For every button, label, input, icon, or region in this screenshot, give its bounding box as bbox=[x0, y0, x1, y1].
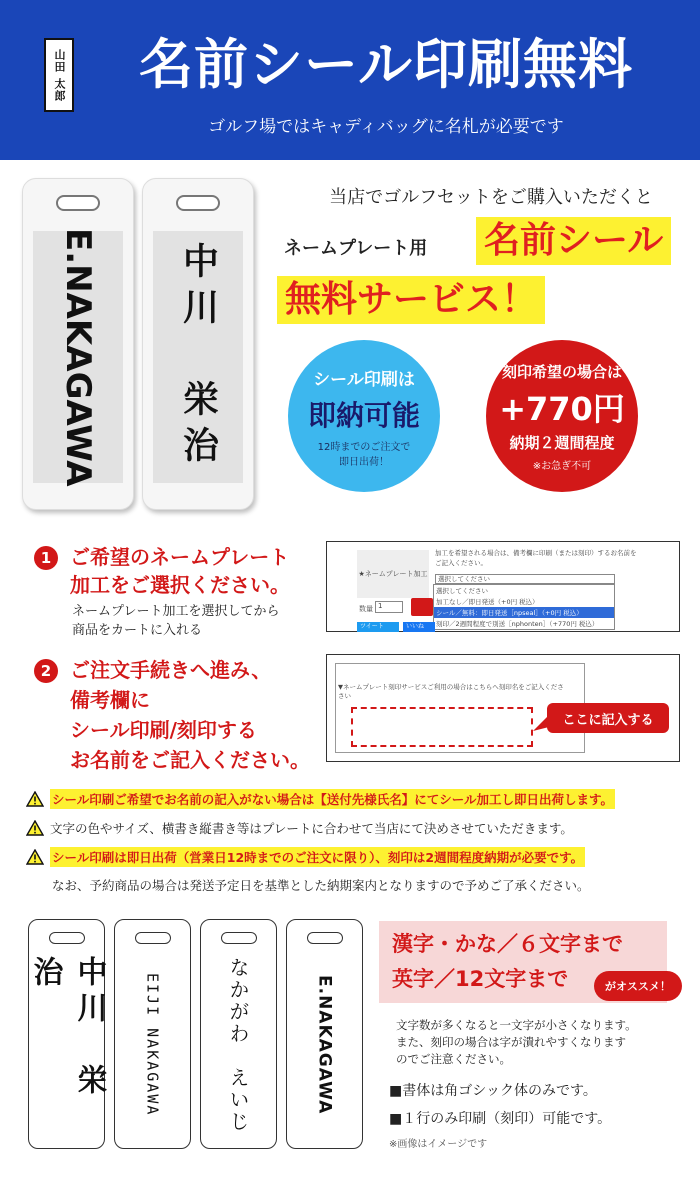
step-title-line: シール印刷/刻印する bbox=[70, 718, 257, 742]
recommend-badge: がオススメ！ bbox=[594, 971, 682, 1001]
plate-hole bbox=[176, 195, 220, 211]
warning-icon bbox=[26, 849, 44, 865]
tweet-button[interactable]: ツイート bbox=[357, 622, 399, 632]
warning-text: シール印刷ご希望でお名前の記入がない場合は【送付先様氏名】にてシール加工し即日出荷します。 bbox=[50, 789, 615, 809]
input-area-highlight bbox=[351, 707, 533, 747]
sample-plate bbox=[28, 919, 105, 1149]
sample-plate bbox=[286, 919, 363, 1149]
option-select[interactable]: 選択してください bbox=[435, 574, 615, 584]
dropdown-option[interactable]: 刻印／2週間程度で別送［nphonten］（+770円 税込） bbox=[436, 620, 599, 628]
sample-plate bbox=[200, 919, 277, 1149]
option-dropdown bbox=[433, 584, 615, 630]
plate-hole bbox=[135, 932, 171, 944]
step-number: 2 bbox=[34, 659, 58, 683]
plate-hole bbox=[221, 932, 257, 944]
warning-row bbox=[26, 817, 686, 839]
info-bullet: ■１行のみ印刷（刻印）可能です。 bbox=[389, 1111, 612, 1127]
badge-text: 納期２週間程度 bbox=[509, 433, 615, 452]
dropdown-option[interactable]: 加工なし／即日発送（+0円 税込） bbox=[436, 598, 539, 606]
intro-highlight: 名前シール bbox=[476, 217, 671, 265]
screenshot-option-select bbox=[326, 541, 680, 632]
name-stamp-icon: 山田 太郎 bbox=[44, 38, 74, 112]
badge-text: 刻印希望の場合は bbox=[501, 362, 622, 381]
warning-text: 文字の色やサイズ、横書き縦書き等はプレートに合わせて当店にて決めさせていただきます。 bbox=[50, 821, 573, 836]
badge-engrave bbox=[486, 340, 638, 492]
badge-text: シール印刷は bbox=[313, 369, 415, 390]
callout-pointer-icon bbox=[533, 715, 549, 735]
warning-text: シール印刷は即日出荷（営業日12時までのご注文に限り）、刻印は2週間程度納期が必要です。 bbox=[50, 847, 585, 867]
step-number: 1 bbox=[34, 546, 58, 570]
badge-text: 12時までのご注文で bbox=[317, 441, 411, 453]
plate-hole bbox=[49, 932, 85, 944]
name-plate-right bbox=[142, 178, 254, 510]
name-plate-left bbox=[22, 178, 134, 510]
remarks-text: さい bbox=[338, 692, 351, 700]
warning-icon bbox=[26, 791, 44, 807]
qty-input[interactable]: 1 bbox=[375, 601, 403, 613]
dropdown-option[interactable]: 選択してください bbox=[436, 587, 488, 595]
sample-plate bbox=[114, 919, 191, 1149]
plate-hole bbox=[56, 195, 100, 211]
sample-plate-text: なかがわ えいじ bbox=[226, 957, 250, 1133]
info-desc-line: のでご注意ください。 bbox=[396, 1052, 511, 1066]
step-title-line: ご注文手続きへ進み、 bbox=[70, 658, 272, 682]
char-limit-kana: 漢字・かな／６文字まで bbox=[392, 932, 623, 956]
step-title-line: 備考欄に bbox=[70, 688, 150, 712]
step-title-line: 加工をご選択ください。 bbox=[70, 573, 290, 597]
step-title bbox=[70, 543, 290, 599]
qty-label: 数量 bbox=[359, 605, 373, 613]
info-desc-line: 文字数が多くなると一文字が小さくなります。 bbox=[396, 1018, 637, 1032]
badge-text: ※お急ぎ不可 bbox=[532, 460, 592, 472]
note-line: なお、予約商品の場合は発送予定日を基準とした納期案内となりますので予めご了承ください。 bbox=[52, 878, 590, 893]
callout-bubble: ここに記入する bbox=[547, 703, 669, 733]
like-button[interactable]: いいね bbox=[403, 622, 435, 632]
step-title bbox=[70, 655, 310, 775]
warning-row bbox=[26, 846, 686, 868]
step-title-line: ご希望のネームプレート bbox=[70, 545, 290, 569]
info-desc-line: また、刻印の場合は字が潰れやすくなります bbox=[396, 1035, 626, 1049]
step-title-line: お名前をご記入ください。 bbox=[70, 748, 310, 772]
plate-text: E.NAKAGAWA bbox=[33, 231, 123, 483]
warning-icon bbox=[26, 820, 44, 836]
char-limit-alpha: 英字／12文字まで bbox=[392, 967, 569, 991]
sample-plate-text: 中川 栄治 bbox=[27, 956, 107, 1100]
intro-prefix: ネームプレート用 bbox=[284, 238, 428, 259]
page-subtitle: ゴルフ場ではキャディバッグに名札が必要です bbox=[208, 117, 564, 137]
option-label: ★ネームプレート加工 bbox=[357, 550, 429, 598]
sample-plate-text: E.NAKAGAWA bbox=[314, 975, 335, 1115]
option-note: ご記入ください。 bbox=[435, 559, 487, 567]
badge-seal-print bbox=[288, 340, 440, 492]
option-note: 加工を希望される場合は、備考欄に印刷（または刻印）するお名前を bbox=[435, 549, 637, 557]
plate-hole bbox=[307, 932, 343, 944]
badge-text: 即納可能 bbox=[307, 398, 420, 432]
info-bullet: ■書体は角ゴシック体のみです。 bbox=[389, 1083, 597, 1099]
screenshot-remarks bbox=[326, 654, 680, 762]
page-title: 名前シール印刷無料 bbox=[139, 33, 633, 96]
badge-text: +770円 bbox=[499, 389, 625, 428]
intro-highlight: 無料サービス！ bbox=[277, 276, 545, 324]
warning-row bbox=[26, 788, 686, 810]
sample-plate-text: EIJI NAKAGAWA bbox=[143, 973, 162, 1117]
step-desc-line: 商品をカートに入れる bbox=[72, 623, 203, 638]
image-note: ※画像はイメージです bbox=[389, 1139, 488, 1150]
dropdown-option-selected[interactable]: シール／無料：即日発送［npseal］（+0円 税込） bbox=[434, 607, 614, 618]
remarks-text: ▼ネームプレート刻印サービスご利用の場合はこちらへ刻印名をご記入くださ bbox=[338, 683, 564, 691]
badge-text: 即日出荷！ bbox=[339, 456, 389, 468]
cart-button[interactable] bbox=[411, 598, 433, 616]
plate-text: 中川 栄治 bbox=[153, 231, 243, 483]
info-description bbox=[396, 1017, 637, 1068]
step-description bbox=[72, 602, 279, 640]
step-desc-line: ネームプレート加工を選択してから bbox=[72, 604, 280, 619]
intro-line: 当店でゴルフセットをご購入いただくと bbox=[329, 187, 653, 208]
